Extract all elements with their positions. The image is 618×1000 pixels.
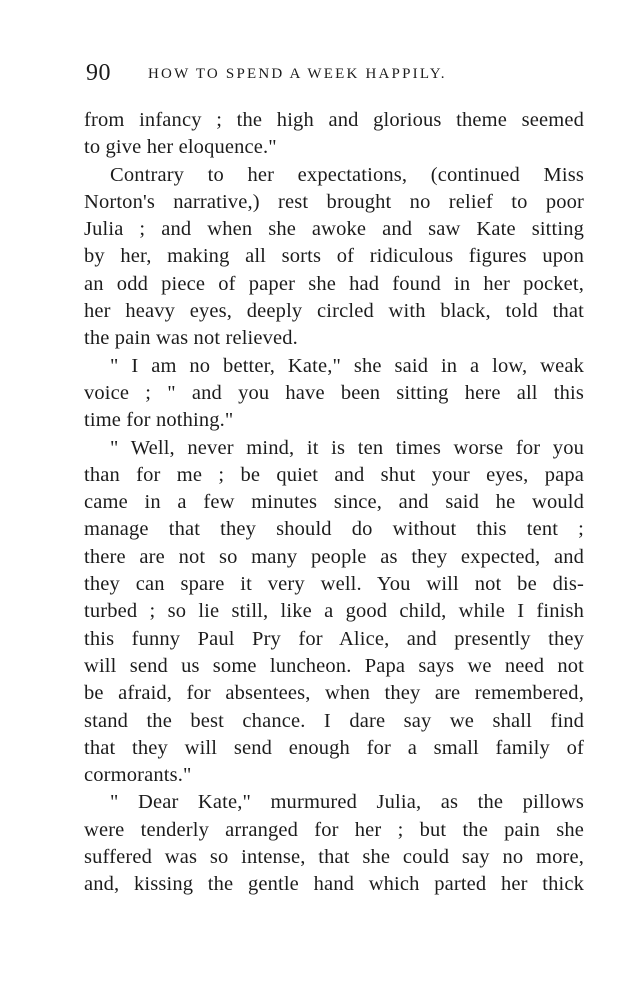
text-line: Norton's narrative,) rest brought no relief to poor (84, 190, 584, 213)
text-line: stand the best chance. I dare say we shall find (84, 709, 584, 732)
page-header (86, 60, 586, 90)
text-line: cormorants." (84, 764, 192, 787)
running-head: HOW TO SPEND A WEEK HAPPILY. (148, 66, 447, 82)
paragraph (84, 353, 584, 435)
text-line: and, kissing the gentle hand which parted her thick (84, 873, 584, 896)
text-line: that they will send enough for a small family of (84, 736, 584, 759)
page-number: 90 (86, 60, 111, 86)
text-line: her heavy eyes, deeply circled with black, told that (84, 300, 584, 323)
paragraph (84, 162, 584, 353)
text-line: came in a few minutes since, and said he would (84, 491, 584, 514)
paragraph (84, 107, 584, 162)
text-line: by her, making all sorts of ridiculous figures upon (84, 245, 584, 268)
text-line: to give her eloquence." (84, 136, 277, 159)
text-line: were tenderly arranged for her ; but the pain she (84, 818, 584, 841)
paragraph (84, 789, 584, 898)
text-line: from infancy ; the high and glorious theme seemed (84, 109, 584, 131)
text-line: Julia ; and when she awoke and saw Kate sitting (84, 218, 584, 241)
text-line: this funny Paul Pry for Alice, and presently they (84, 627, 584, 650)
text-line: turbed ; so lie still, like a good child, while I finish (84, 600, 584, 623)
text-line: they can spare it very well. You will not be dis- (84, 573, 584, 596)
text-line: the pain was not relieved. (84, 327, 298, 350)
text-line: be afraid, for absentees, when they are remembered, (84, 682, 584, 705)
text-line: suffered was so intense, that she could say no more, (84, 846, 584, 869)
body-text (84, 107, 584, 899)
text-line: " Dear Kate," murmured Julia, as the pillows (110, 791, 584, 814)
text-line: " I am no better, Kate," she said in a low, weak (110, 354, 584, 377)
text-line: an odd piece of paper she had found in her pocket, (84, 272, 584, 295)
text-line: will send us some luncheon. Papa says we need not (84, 654, 584, 677)
text-line: than for me ; be quiet and shut your eyes, papa (84, 463, 584, 486)
paragraph (84, 435, 584, 790)
text-line: manage that they should do without this tent ; (84, 518, 584, 541)
text-line: Contrary to her expectations, (continued Miss (110, 163, 584, 186)
text-line: " Well, never mind, it is ten times worse for you (110, 436, 584, 459)
text-line: voice ; " and you have been sitting here all this (84, 381, 584, 404)
text-line: there are not so many people as they expected, and (84, 545, 584, 568)
text-line: time for nothing." (84, 409, 234, 432)
